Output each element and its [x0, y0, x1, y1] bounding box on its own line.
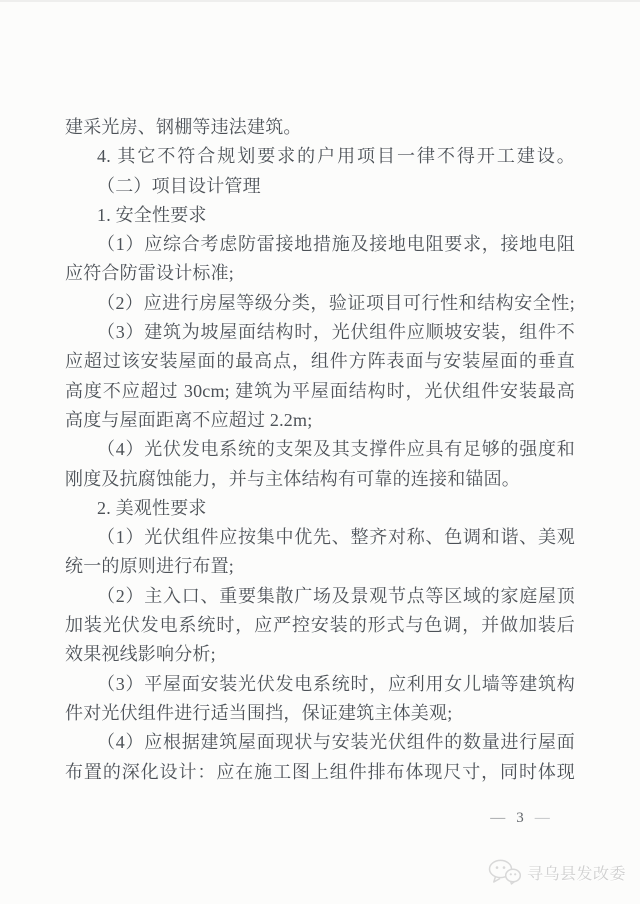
document-line: 应符合防雷设计标准;: [65, 263, 234, 284]
document-line: （4）应根据建筑屋面现状与安装光伏组件的数量进行屋面: [97, 732, 575, 753]
document-line: （3）平屋面安装光伏发电系统时，应利用女儿墙等建筑构: [97, 673, 575, 694]
page-number-dash-left: —: [490, 810, 506, 826]
document-line: 4. 其它不符合规划要求的户用项目一律不得开工建设。: [97, 146, 575, 167]
scan-edge-artifact: [0, 0, 640, 2]
document-line: 统一的原则进行布置;: [65, 556, 234, 577]
document-line: 建采光房、钢棚等违法建筑。: [65, 117, 302, 137]
page-number-value: 3: [516, 810, 524, 826]
document-text: [65, 113, 575, 787]
page-number: [478, 808, 562, 828]
watermark-text: 寻乌县发改委: [527, 865, 627, 883]
document-line: （2）主入口、重要集散广场及景观节点等区域的家庭屋顶: [97, 585, 575, 606]
document-line: （1）应综合考虑防雷接地措施及接地电阻要求，接地电阻: [97, 234, 575, 255]
page-number-dash-right: —: [534, 810, 550, 826]
document-line: 件对光伏组件进行适当围挡，保证建筑主体美观;: [65, 702, 453, 723]
document-line: 效果视线影响分析;: [65, 644, 216, 665]
document-line: （1）光伏组件应按集中优先、整齐对称、色调和谐、美观: [97, 527, 575, 548]
document-line: （2）应进行房屋等级分类，验证项目可行性和结构安全性;: [97, 292, 575, 313]
document-line: （4）光伏发电系统的支架及其支撑件应具有足够的强度和: [97, 439, 575, 460]
document-line: （3）建筑为坡屋面结构时，光伏组件应顺坡安装，组件不: [97, 322, 575, 343]
document-line: 高度与屋面距离不应超过 2.2m;: [65, 409, 313, 430]
document-line: 加装光伏发电系统时，应严控安装的形式与色调，并做加装后: [65, 615, 575, 636]
document-line subsection-heading: 1. 安全性要求: [97, 204, 207, 225]
wechat-icon: [488, 859, 521, 885]
document-line subsection-heading: 2. 美观性要求: [97, 497, 207, 518]
document-line: 高度不应超过 30cm; 建筑为平屋面结构时，光伏组件安装最高: [65, 380, 575, 401]
document-line: 应超过该安装屋面的最高点，组件方阵表面与安装屋面的垂直: [65, 351, 575, 372]
watermark: [488, 858, 626, 886]
document-line: 刚度及抗腐蚀能力，并与主体结构有可靠的连接和锚固。: [65, 468, 520, 489]
document-line: 布置的深化设计：应在施工图上组件排布体现尺寸，同时体现: [65, 761, 575, 782]
document-line section-heading: （二）项目设计管理: [97, 175, 261, 196]
